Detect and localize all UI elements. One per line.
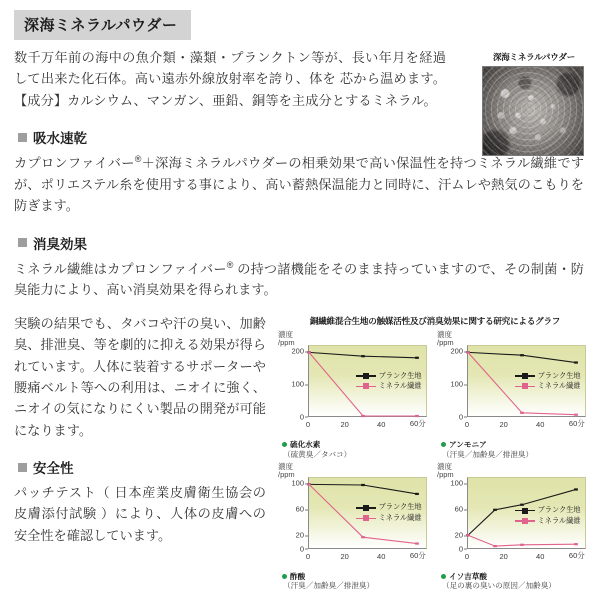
x-tick-label: 40 bbox=[536, 551, 545, 561]
section-body-absorption bbox=[14, 152, 584, 217]
figure-caption: 深海ミネラルパウダー bbox=[492, 52, 576, 62]
left-text-column bbox=[14, 313, 272, 591]
chart-caption-ammonia bbox=[437, 440, 592, 460]
page-title: 深海ミネラルパウダー bbox=[14, 10, 191, 40]
lower-split bbox=[14, 313, 588, 591]
green-dot-icon bbox=[441, 574, 446, 579]
legend-marker-blank-icon bbox=[515, 372, 535, 379]
chart-substance-subtitle: （硫黄臭／タバコ） bbox=[283, 449, 352, 459]
section-body-post: ＋深海ミネラルパウダーの相乗効果で高い保温性を持つミネラル繊維ですが、ポリエステル糸を使用する事により、高い蓄熱保温能力と同時に、汗ムレや熱気のこもりを防ぎます。 bbox=[14, 155, 584, 214]
product-figure bbox=[482, 51, 586, 156]
y-axis-label: 濃度 /ppm bbox=[437, 329, 454, 348]
legend-item-mineral bbox=[515, 381, 581, 391]
x-tick-label: 20 bbox=[499, 551, 508, 561]
x-tick-label: 60分 bbox=[568, 550, 585, 560]
y-tick-label: 0 bbox=[439, 412, 463, 421]
chart-isovaleric-acid bbox=[437, 463, 592, 592]
legend-marker-mineral-icon bbox=[515, 383, 535, 390]
legend-label-mineral: ミネラル繊維 bbox=[378, 512, 422, 522]
charts-grid bbox=[278, 331, 592, 591]
x-tick-label: 20 bbox=[340, 419, 349, 429]
chart-plot-area-hydrogen-sulfide bbox=[278, 331, 433, 439]
chart-substance-name: アンモニア bbox=[449, 439, 487, 449]
legend-item-mineral bbox=[356, 513, 422, 523]
chart-acetic-acid bbox=[278, 463, 433, 592]
legend-marker-mineral-icon bbox=[356, 383, 376, 390]
section-heading-label: 安全性 bbox=[33, 461, 74, 477]
y-tick-label: 100 bbox=[439, 479, 463, 488]
legend-label-blank: ブランク生地 bbox=[537, 370, 581, 380]
chart-hydrogen-sulfide bbox=[278, 331, 433, 460]
y-tick-label: 100 bbox=[439, 380, 463, 389]
registered-mark-icon: ® bbox=[226, 259, 234, 270]
y-tick-label: 20 bbox=[280, 531, 304, 540]
legend-label-mineral: ミネラル繊維 bbox=[537, 381, 581, 391]
y-tick-label: 0 bbox=[280, 412, 304, 421]
legend-item-blank bbox=[356, 502, 422, 512]
section-heading-safety bbox=[18, 457, 272, 477]
intro-section bbox=[14, 47, 588, 111]
legend-item-blank bbox=[515, 371, 581, 381]
section-body-pre: カプロンファイバー bbox=[14, 155, 135, 171]
chart-substance-subtitle: （足の裏の臭いの原因／加齢臭） bbox=[442, 581, 556, 591]
y-tick-label: 60 bbox=[280, 505, 304, 514]
x-tick-label: 0 bbox=[305, 419, 311, 429]
section-body-safety: パッチテスト（ 日本産業皮膚衛生協会の皮膚添付試験 ）により、人体の皮膚への安全性を確認しています。 bbox=[14, 485, 266, 543]
square-bullet-icon bbox=[18, 238, 27, 247]
chart-plot-area-isovaleric-acid bbox=[437, 463, 592, 571]
section-body-pre: ミネラル繊維はカプロンファイバー bbox=[14, 261, 227, 277]
chart-legend bbox=[356, 371, 422, 392]
legend-marker-mineral-icon bbox=[515, 517, 535, 524]
x-tick-label: 20 bbox=[340, 551, 349, 561]
chart-substance-subtitle: （汗臭／加齢臭／排泄臭） bbox=[283, 581, 375, 591]
square-bullet-icon bbox=[18, 463, 27, 472]
chart-substance-name: イソ吉草酸 bbox=[449, 571, 487, 581]
section-heading-label: 吸水速乾 bbox=[33, 131, 87, 147]
x-tick-label: 60分 bbox=[409, 418, 426, 428]
square-bullet-icon bbox=[18, 133, 27, 142]
chart-ammonia bbox=[437, 331, 592, 460]
chart-legend bbox=[515, 505, 581, 526]
charts-panel bbox=[272, 313, 592, 591]
legend-item-mineral bbox=[515, 516, 581, 526]
legend-label-mineral: ミネラル繊維 bbox=[537, 515, 581, 525]
chart-substance-subtitle: （汗臭／加齢臭／排泄臭） bbox=[442, 449, 534, 459]
chart-legend bbox=[356, 502, 422, 523]
x-tick-label: 60分 bbox=[409, 550, 426, 560]
section-body-deodorant bbox=[14, 258, 584, 301]
intro-paragraph: 数千万年前の海中の魚介類・藻類・プランクトン等が、長い年月を経過して出来た化石体。高い遠赤外線放射率を誇り、体を 芯から温めます。【成分】カルシウム、マンガン、亜鉛、銅等を主成分とするミネラル。 bbox=[14, 50, 446, 108]
y-tick-label: 0 bbox=[439, 544, 463, 553]
chart-plot-area-acetic-acid bbox=[278, 463, 433, 571]
charts-panel-title: 銅繊維混合生地の触媒活性及び消臭効果に関する研究によるグラフ bbox=[309, 315, 561, 326]
registered-mark-icon: ® bbox=[134, 154, 142, 165]
legend-item-blank bbox=[515, 505, 581, 515]
legend-marker-blank-icon bbox=[515, 507, 535, 514]
x-tick-label: 40 bbox=[377, 551, 386, 561]
chart-substance-name: 硫化水素 bbox=[290, 439, 321, 449]
legend-item-mineral bbox=[356, 381, 422, 391]
y-tick-label: 100 bbox=[280, 380, 304, 389]
x-tick-label: 0 bbox=[464, 551, 470, 561]
y-tick-label: 200 bbox=[280, 347, 304, 356]
section-body-post: の持つ諸機能をそのまま持っていますので、その制菌・防臭能力により、高い消臭効果を得られます。 bbox=[14, 261, 584, 298]
section-heading-label: 消臭効果 bbox=[33, 236, 87, 252]
x-tick-label: 0 bbox=[305, 551, 311, 561]
chart-plot-area-ammonia bbox=[437, 331, 592, 439]
chart-substance-name: 酢酸 bbox=[290, 571, 306, 581]
green-dot-icon bbox=[282, 442, 287, 447]
section-heading-deodorant bbox=[18, 233, 588, 253]
x-tick-label: 0 bbox=[464, 419, 470, 429]
legend-marker-mineral-icon bbox=[356, 515, 376, 522]
legend-label-blank: ブランク生地 bbox=[378, 370, 422, 380]
green-dot-icon bbox=[282, 574, 287, 579]
x-tick-label: 40 bbox=[536, 419, 545, 429]
y-tick-label: 20 bbox=[439, 531, 463, 540]
legend-label-blank: ブランク生地 bbox=[378, 502, 422, 512]
experiment-result-paragraph: 実験の結果でも、タバコや汗の臭い、加齢臭、排泄臭、等を劇的に抑える効果が得られています。人体に装着するサポーターや腰痛ベルト等への利用は、ニオイに強く、ニオイの気になりにくい製品の開発が可能になります。 bbox=[14, 315, 266, 438]
deep-sea-mineral-powder-micrograph bbox=[482, 66, 584, 156]
x-tick-label: 20 bbox=[499, 419, 508, 429]
y-axis-label: 濃度 /ppm bbox=[278, 461, 295, 480]
legend-label-mineral: ミネラル繊維 bbox=[378, 381, 422, 391]
y-tick-label: 60 bbox=[439, 505, 463, 514]
y-axis-label: 濃度 /ppm bbox=[437, 461, 454, 480]
x-tick-label: 60分 bbox=[568, 418, 585, 428]
legend-marker-blank-icon bbox=[356, 504, 376, 511]
y-tick-label: 100 bbox=[280, 479, 304, 488]
chart-caption-acetic-acid bbox=[278, 572, 433, 592]
legend-item-blank bbox=[356, 371, 422, 381]
legend-marker-blank-icon bbox=[356, 372, 376, 379]
chart-legend bbox=[515, 371, 581, 392]
y-axis-label: 濃度 /ppm bbox=[278, 329, 295, 348]
x-tick-label: 40 bbox=[377, 419, 386, 429]
chart-caption-hydrogen-sulfide bbox=[278, 440, 433, 460]
chart-caption-isovaleric-acid bbox=[437, 572, 592, 592]
y-tick-label: 200 bbox=[439, 347, 463, 356]
green-dot-icon bbox=[441, 442, 446, 447]
y-tick-label: 0 bbox=[280, 544, 304, 553]
legend-label-blank: ブランク生地 bbox=[537, 505, 581, 515]
